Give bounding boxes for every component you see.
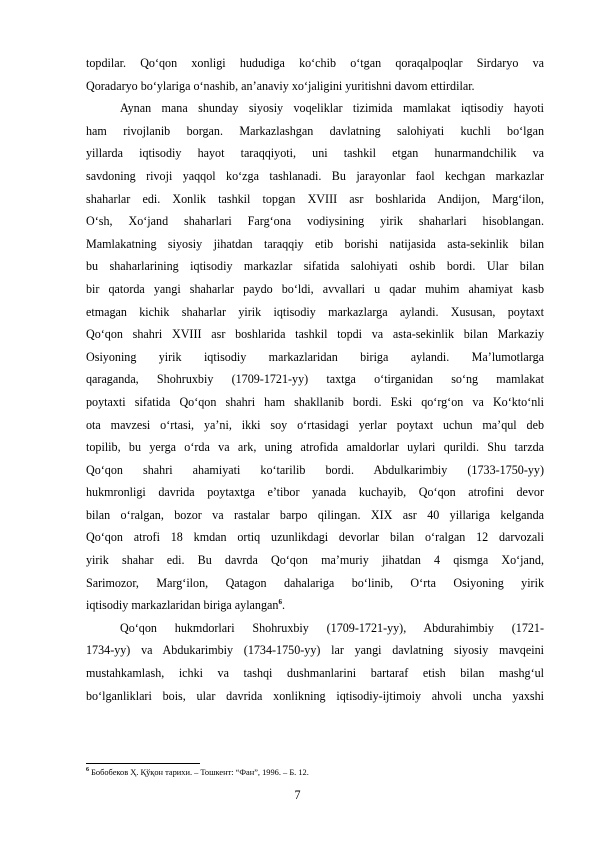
- text-line: Qo‘qon shahri XVIII asr boshlarida tashkil topdi va asta-sekinlik bilan Markaziy: [86, 327, 544, 342]
- text-line: 1734-yy) va Abdukarimbiy (1734-1750-yy) lar yangi davlatning siyosiy mavqeini: [86, 643, 544, 658]
- text-line: Qo‘qon hukmdorlari Shohruxbiy (1709-1721-yy), Abdurahimbiy (1721-: [120, 620, 544, 635]
- text-line: Osiyoning yirik iqtisodiy markazlaridan biriga aylandi. Ma’lumotlarga: [86, 349, 544, 364]
- text-line: topilib, bu yerga o‘rda va ark, uning atrofida amaldorlar uylari qurildi. Shu tarzda: [86, 440, 544, 455]
- text-line: poytaxti sifatida Qo‘qon shahri ham shakllanib bordi. Eski qo‘rg‘on va Ko‘kto‘nli: [86, 394, 544, 409]
- text-fragment: iqtisodiy markazlaridan biriga aylangan: [86, 598, 279, 613]
- text-line: qaraganda, Shohruxbiy (1709-1721-yy) taxtga o‘tirganidan so‘ng mamlakat: [86, 372, 544, 387]
- text-line: bu shaharlarining iqtisodiy markazlar sifatida salohiyati oshib bordi. Ular bilan: [86, 259, 544, 274]
- text-line: bir qatorda yangi shaharlar paydo bo‘ldi, avvallari u qadar muhim ahamiyat kasb: [86, 281, 544, 296]
- text-line: ota mavzesi o‘rtasi, ya’ni, ikki soy o‘rtasidagi yerlar poytaxt uchun ma’qul deb: [86, 417, 544, 432]
- text-line: topdilar. Qo‘qon xonligi hududiga ko‘chib o‘tgan qoraqalpoqlar Sirdaryo va: [86, 56, 544, 70]
- text-line: yirik shahar edi. Bu davrda Qo‘qon ma’muriy jihatdan 4 qismga Xo‘jand,: [86, 553, 544, 568]
- footnote-reference[interactable]: 6: [278, 598, 282, 607]
- footnote-text: Бобобеков Ҳ. Қўқон тарихи. – Тошкент: “Фан”, 1996. – Б. 12.: [89, 768, 309, 777]
- text-line: Qo‘qon atrofi 18 kmdan ortiq uzunlikdagi devorlar bilan o‘ralgan 12 darvozali: [86, 530, 544, 545]
- text-line: Sarimozor, Marg‘ilon, Qatagon dahalariga bo‘linib, O‘rta Osiyoning yirik: [86, 575, 544, 590]
- text-line: O‘sh, Xo‘jand shaharlari Farg‘ona vodiysining yirik shaharlari hisoblangan.: [86, 214, 544, 229]
- footnote: [86, 767, 544, 779]
- text-line: hukmronligi davrida poytaxtga e’tibor yanada kuchayib, Qo‘qon atrofini devor: [86, 485, 544, 500]
- text-line: Qo‘qon shahri ahamiyati ko‘tarilib bordi. Abdulkarimbiy (1733-1750-yy): [86, 462, 544, 477]
- paragraph: [86, 97, 544, 617]
- text-line: mustahkamlash, ichki va tashqi dushmanlarini bartaraf etish bilan mashg‘ul: [86, 666, 544, 681]
- text-line: shaharlar edi. Xonlik tashkil topgan XVIII asr boshlarida Andijon, Marg‘ilon,: [86, 191, 544, 206]
- text-line: ham rivojlanib borgan. Markazlashgan davlatning salohiyati kuchli bo‘lgan: [86, 123, 544, 138]
- text-line: Qoradaryo bo‘ylariga o‘nashib, an’anaviy xo‘jaligini yuritishni davom ettirdilar.: [86, 78, 475, 93]
- text-line: savdoning rivoji yaqqol ko‘zga tashlanadi. Bu jarayonlar faol kechgan markazlar: [86, 168, 544, 183]
- text-line: yillarda iqtisodiy hayot taraqqiyoti, uni tashkil etgan hunarmandchilik va: [86, 146, 544, 161]
- text-line: bilan o‘ralgan, bozor va rastalar barpo qilingan. XIX asr 40 yillariga kelganda: [86, 507, 544, 522]
- paragraph: [86, 617, 544, 707]
- text-fragment: .: [281, 598, 285, 613]
- text-line: etmagan kichik shaharlar yirik iqtisodiy markazlarga aylandi. Xususan, poytaxt: [86, 304, 544, 319]
- body-text: [86, 52, 544, 707]
- page-number: 7: [294, 788, 301, 802]
- text-line: Mamlakatning siyosiy jihatdan taraqqiy etib borishi natijasida asta-sekinlik bilan: [86, 236, 544, 251]
- text-line: [86, 594, 544, 617]
- paragraph: [86, 52, 544, 97]
- footnote-marker: 6: [86, 767, 89, 774]
- footnote-separator: [86, 763, 200, 764]
- text-line: Aynan mana shunday siyosiy voqeliklar tizimida mamlakat iqtisodiy hayoti: [120, 101, 544, 116]
- text-line: bo‘lganliklari bois, ular davrida xonlikning iqtisodiy-ijtimoiy ahvoli uncha yaxshi: [86, 688, 544, 703]
